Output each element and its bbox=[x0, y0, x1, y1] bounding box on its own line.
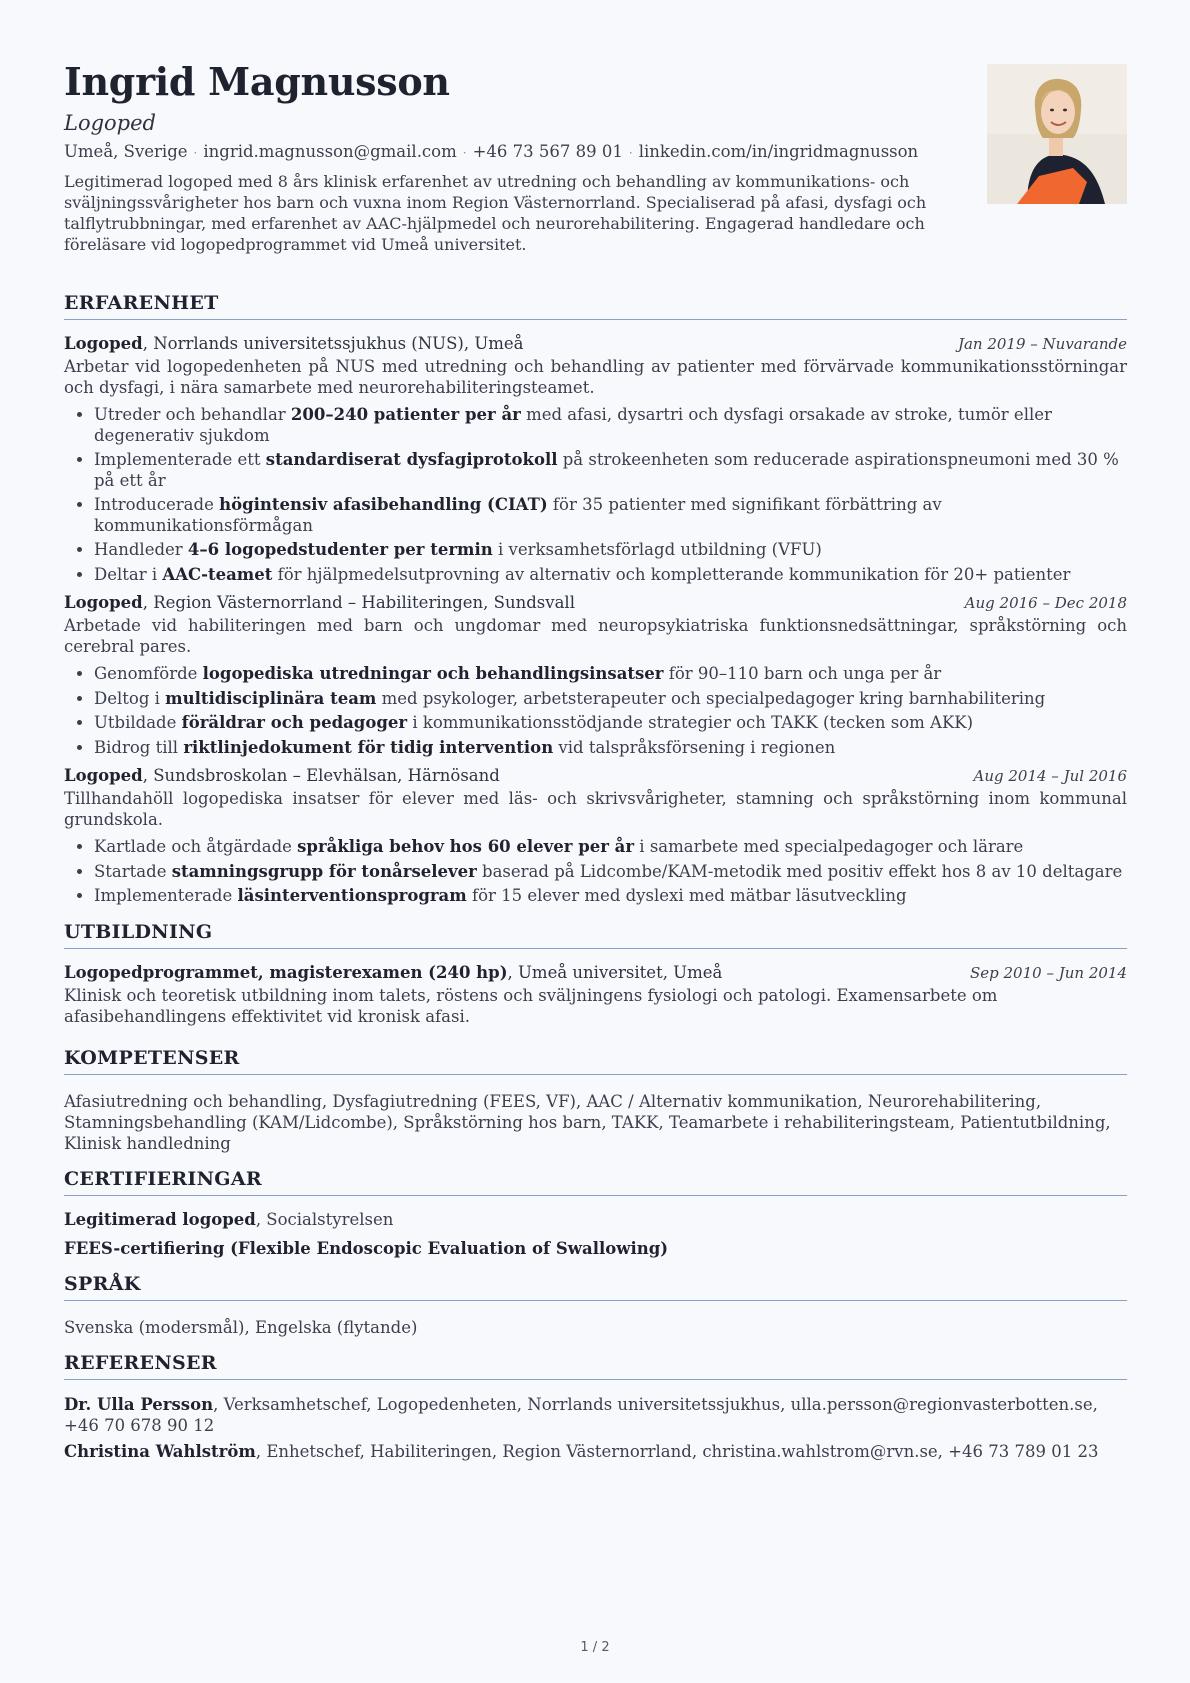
job-header bbox=[64, 764, 1127, 788]
job-role-line bbox=[64, 332, 523, 356]
contact-email[interactable]: ingrid.magnusson@gmail.com bbox=[203, 142, 457, 161]
job-bullet: • Implementerade ett standardiserat dysfagiprotokoll på strokeenheten som reducerade aspirationspneumoni med 30 % på ett år bbox=[94, 450, 1127, 491]
job-date: Aug 2016 – Dec 2018 bbox=[964, 594, 1127, 612]
job-bullets bbox=[64, 405, 1127, 585]
education-section bbox=[64, 921, 1127, 1027]
job-bullet: • Bidrog till riktlinjedokument för tidig intervention vid talspråksförsening i regionen bbox=[94, 738, 1127, 759]
profile-photo bbox=[987, 64, 1127, 204]
education-description: Klinisk och teoretisk utbildning inom talets, röstens och sväljningens fysiologi och patologi. Examensarbete om afasibehandlingens effektivitet vid kronisk afasi. bbox=[64, 985, 998, 1026]
section-title-education: UTBILDNING bbox=[64, 921, 1127, 949]
job-bullet: • Startade stamningsgrupp för tonårselever baserad på Lidcombe/KAM-metodik med positiv effekt hos 8 av 10 deltagare bbox=[94, 862, 1127, 883]
candidate-name: Ingrid Magnusson bbox=[64, 59, 450, 104]
section-title-experience: ERFARENHET bbox=[64, 292, 1127, 320]
skills-section bbox=[64, 1047, 1127, 1154]
job-bullet: • Genomförde logopediska utredningar och behandlingsinsatser för 90–110 barn och unga per år bbox=[94, 664, 1127, 685]
job-bullet: • Introducerade högintensiv afasibehandling (CIAT) för 35 patienter med signifikant förbättring av kommunikationsförmågan bbox=[94, 495, 1127, 536]
header bbox=[64, 58, 1127, 266]
job-header bbox=[64, 591, 1127, 615]
education-header bbox=[64, 961, 1127, 985]
certification-item: FEES-certifiering (Flexible Endoscopic Evaluation of Swallowing) bbox=[64, 1238, 669, 1258]
section-title-certifications: CERTIFIERINGAR bbox=[64, 1168, 1127, 1196]
job-bullet: • Utbildade föräldrar och pedagoger i kommunikationsstödjande strategier och TAKK (tecken som AKK) bbox=[94, 713, 1127, 734]
education-school: , Umeå universitet, Umeå bbox=[507, 962, 723, 982]
contact-separator: · bbox=[628, 146, 633, 160]
job-description: Arbetade vid habiliteringen med barn och ungdomar med neuropsykiatriska funktionsnedsättningar, språkstörning och cerebral pares. bbox=[64, 616, 1127, 656]
job-org: , Region Västernorrland – Habiliteringen, Sundsvall bbox=[142, 593, 575, 612]
job-bullet: • Deltog i multidisciplinära team med psykologer, arbetsterapeuter och specialpedagoger kring barnhabilitering bbox=[94, 689, 1127, 710]
reference-details: , Verksamhetschef, Logopedenheten, Norrlands universitetssjukhus, ulla.persson@regionvasterbotten.se, +46 70 678 90 12 bbox=[64, 1394, 1098, 1435]
job-org: , Norrlands universitetssjukhus (NUS), Umeå bbox=[142, 334, 524, 353]
job-date: Aug 2014 – Jul 2016 bbox=[973, 767, 1127, 785]
job-bullets bbox=[64, 664, 1127, 758]
job-bullets bbox=[64, 837, 1127, 907]
job-role: Logoped bbox=[64, 334, 143, 353]
section-title-languages: SPRÅK bbox=[64, 1273, 1127, 1301]
job-title: Logoped bbox=[64, 111, 156, 135]
certification-item: Legitimerad logoped, Socialstyrelsen bbox=[64, 1209, 394, 1229]
contact-separator: · bbox=[462, 146, 467, 160]
experience-section bbox=[64, 292, 1127, 907]
languages-section bbox=[64, 1273, 1127, 1338]
contact-linkedin[interactable]: linkedin.com/in/ingridmagnusson bbox=[638, 142, 919, 161]
contact-line bbox=[64, 140, 1127, 165]
job-header bbox=[64, 332, 1127, 356]
reference-name: Christina Wahlström bbox=[64, 1441, 256, 1461]
resume-content bbox=[64, 58, 1127, 1462]
job-description: Tillhandahöll logopediska insatser för elever med läs- och skrivsvårigheter, stamning och språkstörning inom kommunal grundskola. bbox=[64, 789, 1127, 829]
section-title-references: REFERENSER bbox=[64, 1352, 1127, 1380]
languages-list: Svenska (modersmål), Engelska (flytande) bbox=[64, 1317, 418, 1337]
job-bullet: • Deltar i AAC-teamet för hjälpmedelsutprovning av alternativ och kompletterande kommunikation för 20+ patienter bbox=[94, 565, 1127, 586]
education-date: Sep 2010 – Jun 2014 bbox=[969, 963, 1127, 982]
reference-name: Dr. Ulla Persson bbox=[64, 1394, 214, 1414]
section-title-skills: KOMPETENSER bbox=[64, 1047, 1127, 1075]
job-description: Arbetar vid logopedenheten på NUS med utredning och behandling av patienter med förvärvade kommunikationsstörningar och dysfagi, i nära samarbete med neurorehabiliteringsteamet. bbox=[64, 357, 1127, 397]
job-org: , Sundsbroskolan – Elevhälsan, Härnösand bbox=[142, 766, 500, 785]
job-entry bbox=[64, 332, 1127, 585]
education-entry bbox=[64, 961, 1127, 1027]
job-bullet: • Handleder 4–6 logopedstudenter per termin i verksamhetsförlagd utbildning (VFU) bbox=[94, 540, 1127, 561]
job-role: Logoped bbox=[64, 766, 143, 785]
job-bullet: • Implementerade läsinterventionsprogram för 15 elever med dyslexi med mätbar läsutveckling bbox=[94, 886, 1127, 907]
reference-item bbox=[64, 1394, 1127, 1436]
contact-separator: · bbox=[193, 146, 198, 160]
job-date: Jan 2019 – Nuvarande bbox=[957, 335, 1127, 353]
references-section bbox=[64, 1352, 1127, 1462]
job-role: Logoped bbox=[64, 593, 143, 612]
certifications-section bbox=[64, 1168, 1127, 1261]
education-degree: Logopedprogrammet, magisterexamen (240 hp) bbox=[64, 962, 508, 982]
contact-location: Umeå, Sverige bbox=[64, 142, 188, 161]
profile-photo-illustration bbox=[987, 64, 1127, 204]
reference-details: , Enhetschef, Habiliteringen, Region Västernorrland, christina.wahlstrom@rvn.se, +46 73 789 01 23 bbox=[255, 1441, 1099, 1461]
page-number: 1 / 2 bbox=[580, 1640, 610, 1655]
job-role-line bbox=[64, 764, 500, 788]
profile-summary: Legitimerad logoped med 8 års klinisk erfarenhet av utredning och behandling av kommunikations- och sväljningssvårigheter hos barn och vuxna inom Region Västernorrland. Specialiserad på afasi, dysfagi och talflytrubbningar, med erfarenhet av AAC-hjälpmedel och neurorehabilitering. Engagerad handledare och föreläsare vid logopedprogrammet vid Umeå universitet. bbox=[64, 172, 927, 254]
job-entry bbox=[64, 591, 1127, 758]
job-entry bbox=[64, 764, 1127, 907]
education-degree-line bbox=[64, 961, 722, 985]
job-bullet: • Kartlade och åtgärdade språkliga behov hos 60 elever per år i samarbete med specialpedagoger och lärare bbox=[94, 837, 1127, 858]
reference-item bbox=[64, 1441, 1127, 1462]
job-bullet: • Utreder och behandlar 200–240 patienter per år med afasi, dysartri och dysfagi orsakade av stroke, tumör eller degenerativ sjukdom bbox=[94, 405, 1127, 446]
job-role-line bbox=[64, 591, 575, 615]
contact-phone: +46 73 567 89 01 bbox=[472, 142, 623, 161]
skills-list: Afasiutredning och behandling, Dysfagiutredning (FEES, VF), AAC / Alternativ kommunikation, Neurorehabilitering, Stamningsbehandling (KAM/Lidcombe), Språkstörning hos barn, TAKK, Teamarbete i rehabiliteringsteam, Patientutbildning, Klinisk handledning bbox=[64, 1091, 1111, 1153]
